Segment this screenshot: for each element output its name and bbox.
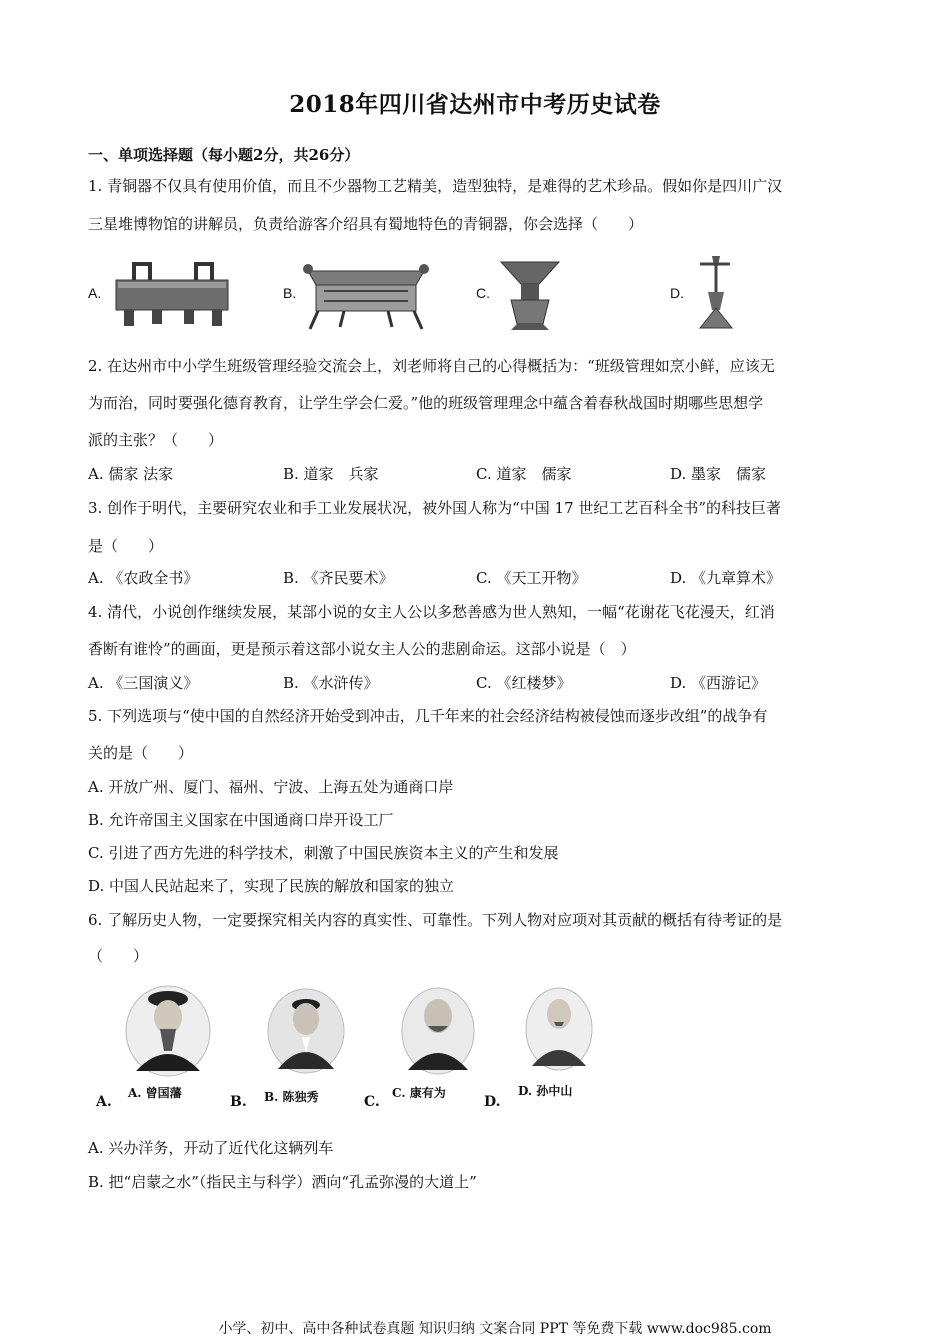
q6-text-line-1: 6. 了解历史人物，一定要探究相关内容的真实性、可靠性。下列人物对应项对其贡献的概括有待考证的是 [88, 911, 783, 929]
q3-option-c: C. 《天工开物》 [476, 569, 587, 587]
page-title: 2018年四川省达州市中考历史试卷 [289, 91, 661, 118]
q3-text-line-2: 是（ ） [88, 537, 164, 555]
q3-option-d: D. 《九章算术》 [670, 569, 782, 587]
q6-option-a: A. 兴办洋务，开动了近代化这辆列车 [88, 1139, 334, 1157]
q2-text-line-2: 为而治，同时要强化德育教育，让学生学会仁爱。”他的班级管理理念中蕴含着春秋战国时期哪些思想学 [88, 394, 764, 412]
q5-option-d: D. 中国人民站起来了，实现了民族的解放和国家的独立 [88, 877, 455, 895]
q5-option-c: C. 引进了西方先进的科学技术，刺激了中国民族资本主义的产生和发展 [88, 844, 559, 862]
q4-option-d: D. 《西游记》 [670, 674, 767, 692]
q5-text-line-1: 5. 下列选项与“使中国的自然经济开始受到冲击，几千年来的社会经济结构被侵蚀而逐步改组”的战争有 [88, 707, 768, 725]
q1-text-line-1: 1. 青铜器不仅具有使用价值，而且不少器物工艺精美，造型独特，是难得的艺术珍品。假如你是四川广汉 [88, 177, 783, 195]
portrait-zeng-guofan [124, 985, 212, 1077]
q5-text-line-2: 关的是（ ） [88, 744, 194, 762]
q3-text-line-1: 3. 创作于明代，主要研究农业和手工业发展状况，被外国人称为“中国 17 世纪工艺百科全书”的科技巨著 [88, 499, 782, 517]
q1-text-line-2: 三星堆博物馆的讲解员，负责给游客介绍具有蜀地特色的青铜器，你会选择（ ） [88, 215, 644, 233]
q6-portrait-c-letter: C. [364, 1094, 380, 1110]
q5-option-a: A. 开放广州、厦门、福州、宁波、上海五处为通商口岸 [88, 778, 454, 796]
section-heading: 一、单项选择题（每小题2分，共26分） [88, 146, 360, 164]
q4-option-b: B. 《水浒传》 [283, 674, 379, 692]
portrait-chen-duxiu [266, 987, 346, 1075]
portrait-sun-yat-sen [524, 986, 594, 1072]
portrait-kang-youwei [400, 986, 476, 1076]
q4-option-a: A. 《三国演义》 [88, 674, 199, 692]
q4-option-c: C. 《红楼梦》 [476, 674, 572, 692]
q6-portrait-a-caption: A. 曾国藩 [128, 1086, 182, 1100]
q6-portrait-b-caption: B. 陈独秀 [264, 1090, 319, 1104]
q2-text-line-3: 派的主张？（ ） [88, 431, 224, 449]
q4-text-line-2: 香断有谁怜”的画面，更是预示着这部小说女主人公的悲剧命运。这部小说是（ ） [88, 640, 636, 658]
q2-text-line-1: 2. 在达州市中小学生班级管理经验交流会上，刘老师将自己的心得概括为：“班级管理如烹小鲜，应该无 [88, 357, 775, 375]
q1-option-b-label: B. [283, 285, 297, 301]
q6-portrait-d-letter: D. [484, 1094, 501, 1110]
q2-option-c: C. 道家 儒家 [476, 465, 572, 483]
bronze-vessel-image [298, 255, 434, 335]
q5-option-b: B. 允许帝国主义国家在中国通商口岸开设工厂 [88, 811, 394, 829]
q6-portrait-c-caption: C. 康有为 [392, 1086, 446, 1100]
page-footer: 小学、初中、高中各种试卷真题 知识归纳 文案合同 PPT 等免费下载 www.doc985.com [218, 1321, 772, 1337]
q6-portrait-b-letter: B. [230, 1094, 247, 1110]
q6-portrait-a-letter: A. [96, 1094, 112, 1110]
q6-portrait-d-caption: D. 孙中山 [518, 1084, 573, 1098]
q2-option-a: A. 儒家 法家 [88, 465, 174, 483]
q1-option-d-label: D. [670, 285, 684, 301]
bronze-ding-image [104, 258, 240, 328]
q6-text-line-2: （ ） [88, 947, 149, 965]
q1-option-c-label: C. [476, 285, 490, 301]
q2-option-b: B. 道家 兵家 [283, 465, 379, 483]
q1-option-a-label: A. [88, 285, 102, 301]
q3-option-b: B. 《齐民要术》 [283, 569, 394, 587]
bronze-zun-image [495, 258, 565, 332]
q6-option-b: B. 把“启蒙之水”（指民主与科学）洒向“孔孟弥漫的大道上” [88, 1173, 477, 1191]
q2-option-d: D. 墨家 儒家 [670, 465, 767, 483]
q4-text-line-1: 4. 清代，小说创作继续发展，某部小说的女主人公以多愁善感为世人熟知，一幅“花谢花飞花漫天，红消 [88, 603, 775, 621]
bronze-figure-image [690, 252, 740, 330]
q3-option-a: A. 《农政全书》 [88, 569, 199, 587]
